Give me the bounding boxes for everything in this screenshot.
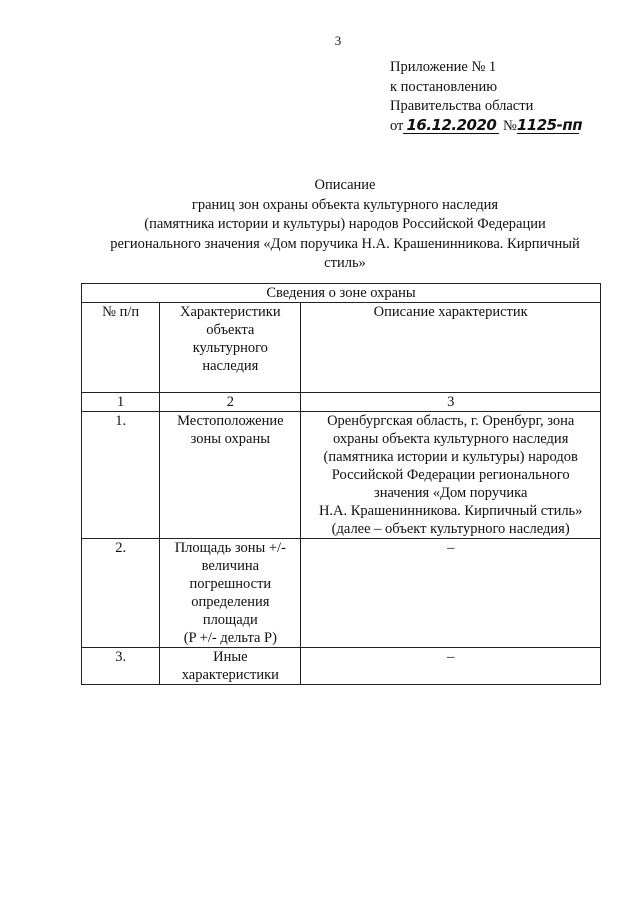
table-row	[82, 412, 601, 539]
cell-line: значения «Дом поручика	[373, 485, 528, 501]
column-number-cell: 3	[301, 393, 601, 412]
cell-line: –	[447, 540, 455, 556]
header-line: Характеристики	[180, 304, 281, 320]
title-line: (памятника истории и культуры) народов Российской Федерации	[144, 216, 546, 232]
cell-line: Российской Федерации регионального	[331, 467, 570, 483]
cell-line: Иные	[213, 649, 248, 665]
row-description-cell	[301, 648, 601, 685]
column-number-cell: 1	[82, 393, 160, 412]
title-line: Описание	[314, 177, 376, 193]
cell-line: –	[447, 649, 455, 665]
row-description-cell	[301, 412, 601, 539]
cell-line: Оренбургская область, г. Оренбург, зона	[327, 413, 575, 429]
column-number-cell: 2	[160, 393, 301, 412]
cell-line: (P +/- дельта P)	[183, 630, 277, 646]
cell-line: Площадь зоны +/-	[174, 540, 286, 556]
protection-zone-table	[81, 283, 601, 685]
appendix-line: Приложение № 1	[390, 59, 497, 75]
cell-line: Н.А. Крашенинникова. Кирпичный стиль»	[318, 503, 583, 519]
cell-line: (далее – объект культурного наследия)	[331, 521, 570, 537]
handwritten-number: 1125-пп	[516, 115, 583, 134]
from-label: от	[390, 117, 404, 134]
appendix-header	[390, 58, 583, 136]
handwritten-date: 16.12.2020	[403, 117, 499, 134]
header-line: наследия	[202, 358, 259, 374]
header-line: Описание характеристик	[373, 304, 528, 320]
header-cell-characteristics	[160, 303, 301, 393]
cell-line: площади	[202, 612, 258, 628]
title-line: границ зон охраны объекта культурного наследия	[191, 196, 499, 213]
cell-line: Местоположение	[177, 413, 284, 429]
title-line: стиль»	[324, 255, 366, 271]
page-number: 3	[334, 33, 342, 48]
appendix-date-line	[390, 115, 583, 137]
cell-line: охраны объекта культурного наследия	[333, 431, 569, 447]
cell-line: определения	[191, 594, 270, 610]
document-title	[80, 176, 610, 274]
cell-line: зоны охраны	[190, 431, 270, 447]
header-cell-description	[301, 303, 601, 393]
row-number-cell: 1.	[82, 412, 160, 539]
row-name-cell	[160, 539, 301, 648]
cell-line: (памятника истории и культуры) народов	[323, 449, 578, 465]
header-line: объекта	[206, 322, 255, 338]
header-cell-number	[82, 303, 160, 393]
row-name-cell	[160, 648, 301, 685]
number-label: №	[503, 117, 517, 134]
cell-line: погрешности	[189, 576, 272, 592]
appendix-line: к постановлению	[390, 78, 498, 95]
cell-line: величина	[201, 558, 260, 574]
row-number-cell: 2.	[82, 539, 160, 648]
header-line: культурного	[192, 340, 268, 356]
table-row	[82, 539, 601, 648]
title-line: регионального значения «Дом поручика Н.А. Крашенинникова. Кирпичный	[110, 235, 580, 252]
row-number-cell: 3.	[82, 648, 160, 685]
table-caption: Сведения о зоне охраны	[82, 284, 601, 303]
row-name-cell	[160, 412, 301, 539]
header-line: № п/п	[102, 304, 140, 320]
table-row	[82, 648, 601, 685]
appendix-line: Правительства области	[390, 98, 534, 114]
row-description-cell	[301, 539, 601, 648]
cell-line: характеристики	[181, 667, 279, 683]
